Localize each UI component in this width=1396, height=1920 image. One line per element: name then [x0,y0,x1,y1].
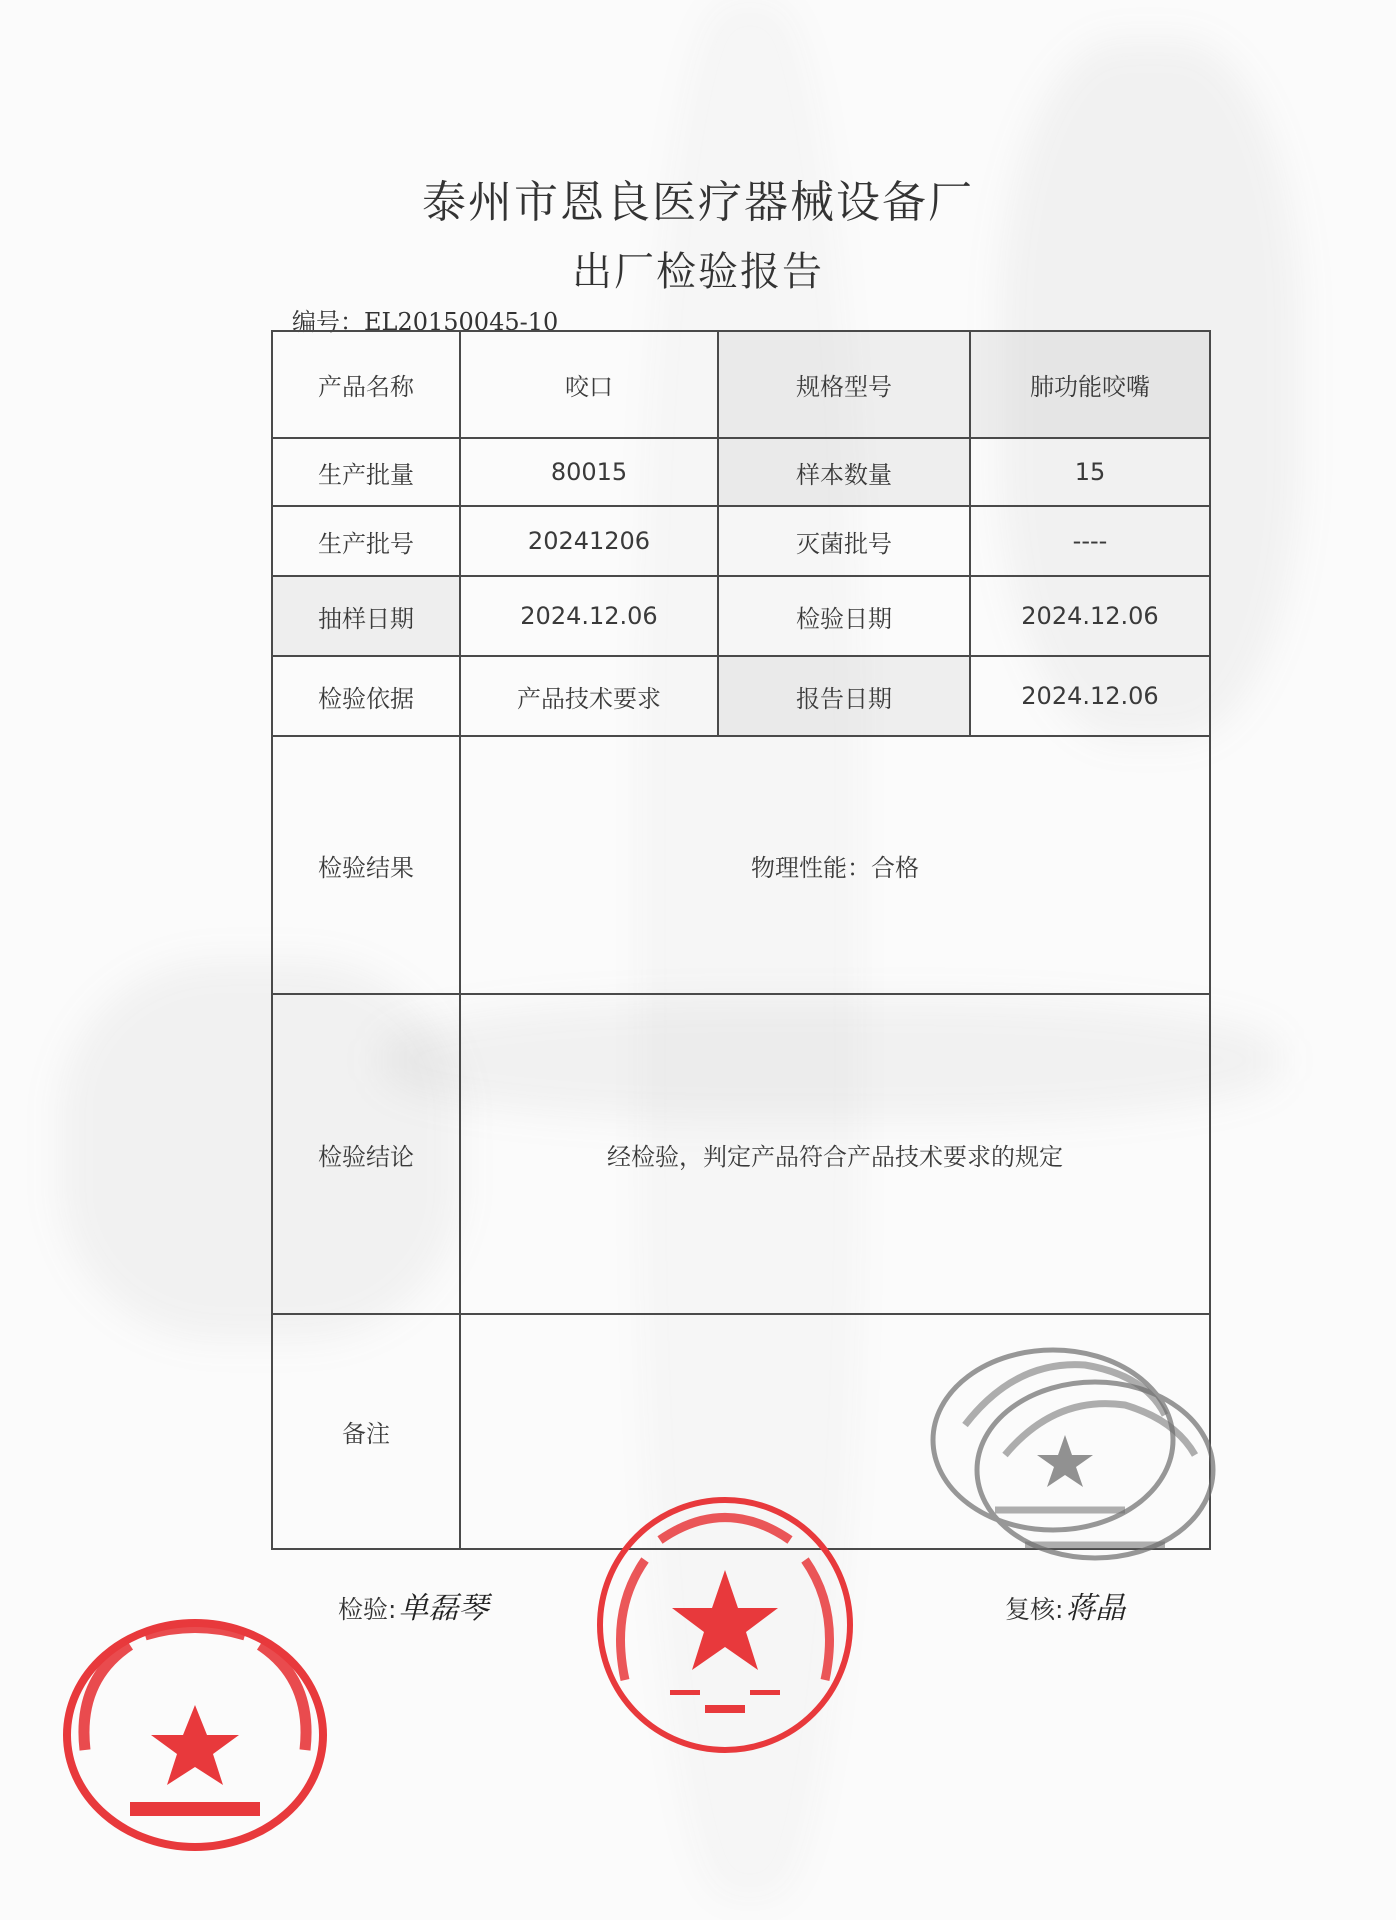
sample-qty-value: 15 [970,438,1210,506]
steril-no-label: 灭菌批号 [718,506,970,576]
suzhou-dongwu-seal-stamp [55,1610,335,1860]
steril-no-value: ---- [970,506,1210,576]
report-title: 出厂检验报告 [572,249,824,295]
table-row [272,994,1210,1314]
batch-qty-label: 生产批量 [272,438,460,506]
inspector-name: 单磊琴 [398,1591,489,1626]
serial-label: 编号： [292,308,364,336]
manufacturer-seal-stamp [925,1335,1225,1575]
result-value: 物理性能：合格 [460,736,1210,994]
table-row [272,736,1210,994]
reviewer-label: 复核: [1005,1595,1064,1624]
basis-value: 产品技术要求 [460,656,718,736]
spec-value: 肺功能咬嘴 [970,331,1210,438]
table-row [272,331,1210,438]
report-date-value: 2024.12.06 [970,656,1210,736]
product-name-label: 产品名称 [272,331,460,438]
kunshan-zhongrui-seal-stamp [590,1490,860,1760]
company-title: 泰州市恩良医疗器械设备厂 [422,177,974,228]
product-name-value: 咬口 [460,331,718,438]
conclusion-label: 检验结论 [272,994,460,1314]
inspector-signature [338,1583,488,1627]
sample-qty-label: 样本数量 [718,438,970,506]
batch-no-value: 20241206 [460,506,718,576]
remarks-label: 备注 [272,1314,460,1549]
table-row [272,576,1210,656]
batch-no-label: 生产批号 [272,506,460,576]
report-date-label: 报告日期 [718,656,970,736]
sample-date-label: 抽样日期 [272,576,460,656]
reviewer-signature [1005,1583,1125,1627]
inspect-date-label: 检验日期 [718,576,970,656]
conclusion-value: 经检验，判定产品符合产品技术要求的规定 [460,994,1210,1314]
inspect-date-value: 2024.12.06 [970,576,1210,656]
inspector-label: 检验: [338,1595,397,1624]
table-row [272,506,1210,576]
table-row [272,438,1210,506]
basis-label: 检验依据 [272,656,460,736]
result-label: 检验结果 [272,736,460,994]
reviewer-name: 蒋晶 [1065,1591,1126,1626]
sample-date-value: 2024.12.06 [460,576,718,656]
table-row [272,656,1210,736]
batch-qty-value: 80015 [460,438,718,506]
serial-value: EL20150045-10 [364,308,559,336]
spec-label: 规格型号 [718,331,970,438]
